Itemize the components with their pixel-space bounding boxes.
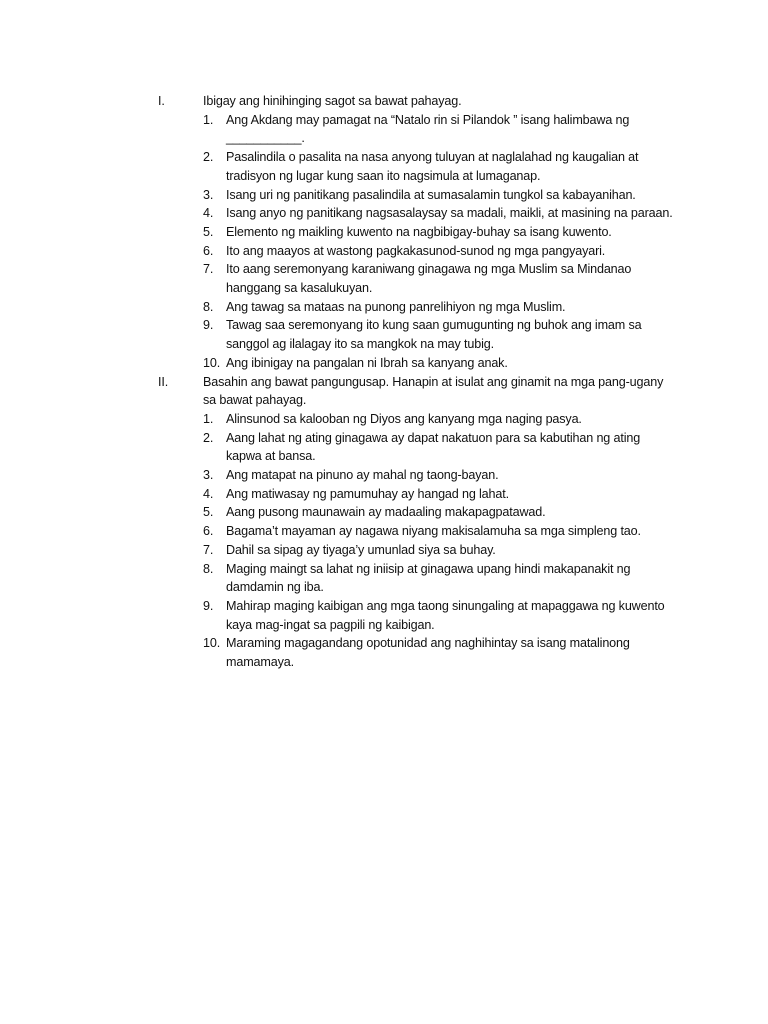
item-number: 7. — [203, 262, 214, 277]
item-text: Maraming magagandang opotunidad ang naghihintay sa isang matalinong mamamaya. — [226, 636, 630, 670]
item-text: Dahil sa sipag ay tiyaga’y umunlad siya sa buhay. — [226, 542, 496, 557]
section-2-question-list — [158, 410, 678, 672]
item-number: 4. — [203, 486, 214, 501]
item-number: 7. — [203, 542, 214, 557]
item-number: 9. — [203, 598, 214, 613]
list-item — [158, 503, 678, 522]
list-item — [158, 148, 678, 185]
list-item — [158, 485, 678, 504]
item-number: 3. — [203, 468, 214, 483]
list-item — [158, 186, 678, 205]
list-item — [158, 522, 678, 541]
worksheet-content — [158, 92, 678, 672]
section-2-numeral: II. — [158, 374, 169, 389]
section-1 — [158, 92, 678, 373]
item-number: 1. — [203, 411, 214, 426]
item-text: Elemento ng maikling kuwento na nagbibigay-buhay sa isang kuwento. — [226, 224, 612, 239]
item-number: 3. — [203, 187, 214, 202]
section-1-numeral: I. — [158, 94, 165, 108]
section-2 — [158, 373, 678, 672]
list-item — [158, 223, 678, 242]
list-item — [158, 204, 678, 223]
list-item — [158, 111, 678, 148]
item-text: Ang matapat na pinuno ay mahal ng taong-bayan. — [226, 468, 499, 483]
item-number: 2. — [203, 430, 214, 445]
item-number: 6. — [203, 243, 214, 258]
section-1-instruction-row — [158, 92, 678, 111]
item-number: 6. — [203, 524, 214, 539]
item-text: Maging maingt sa lahat ng iniisip at ginagawa upang hindi makapanakit ng damdamin ng iba. — [226, 561, 631, 595]
section-1-question-list — [158, 111, 678, 373]
section-2-instruction-row — [158, 373, 678, 410]
list-item — [158, 429, 678, 466]
item-number: 1. — [203, 112, 214, 127]
item-number: 9. — [203, 318, 214, 333]
item-text: Ang tawag sa mataas na punong panrelihiyon ng mga Muslim. — [226, 299, 566, 314]
item-number: 8. — [203, 299, 214, 314]
item-text: Alinsunod sa kalooban ng Diyos ang kanyang mga naging pasya. — [226, 411, 582, 426]
item-number: 2. — [203, 150, 214, 165]
section-1-instruction: Ibigay ang hinihinging sagot sa bawat pahayag. — [203, 94, 462, 108]
item-text: Tawag saa seremonyang ito kung saan gumugunting ng buhok ang imam sa sanggol ag ilalagay ito sa mangkok na may tubig. — [226, 318, 642, 352]
item-text: Isang anyo ng panitikang nagsasalaysay sa madali, maikli, at masining na paraan. — [226, 206, 673, 221]
item-text: Ang Akdang may pamagat na “Natalo rin si Pilandok ” isang halimbawa ng ___________. — [226, 112, 630, 146]
list-item — [158, 316, 678, 353]
list-item — [158, 410, 678, 429]
item-text: Pasalindila o pasalita na nasa anyong tuluyan at naglalahad ng kaugalian at tradisyon ng lugar kung saan ito nagsimula at lumaganap. — [226, 150, 639, 183]
item-text: Ang matiwasay ng pamumuhay ay hangad ng lahat. — [226, 486, 509, 501]
section-2-instruction: Basahin ang bawat pangungusap. Hanapin at isulat ang ginamit na mga pang-ugany sa bawat pahayag. — [203, 374, 664, 408]
item-text: Mahirap maging kaibigan ang mga taong sinungaling at mapaggawa ng kuwento kaya mag-ingat sa pagpili ng kaibigan. — [226, 598, 665, 632]
list-item — [158, 466, 678, 485]
list-item — [158, 634, 678, 671]
item-text: Ito ang maayos at wastong pagkakasunod-sunod ng mga pangyayari. — [226, 243, 606, 258]
item-text: Isang uri ng panitikang pasalindila at sumasalamin tungkol sa kabayanihan. — [226, 187, 636, 202]
item-text: Bagama’t mayaman ay nagawa niyang makisalamuha sa mga simpleng tao. — [226, 524, 641, 539]
list-item — [158, 597, 678, 634]
list-item — [158, 298, 678, 317]
item-text: Aang lahat ng ating ginagawa ay dapat nakatuon para sa kabutihan ng ating kapwa at bansa. — [226, 430, 641, 464]
item-number: 4. — [203, 206, 214, 221]
item-text: Aang pusong maunawain ay madaaling makapagpatawad. — [226, 505, 546, 520]
list-item — [158, 242, 678, 261]
item-number: 8. — [203, 561, 214, 576]
list-item — [158, 560, 678, 597]
list-item — [158, 541, 678, 560]
item-number: 10. — [203, 355, 221, 370]
item-text: Ang ibinigay na pangalan ni Ibrah sa kanyang anak. — [226, 355, 508, 370]
item-number: 10. — [203, 636, 221, 651]
list-item — [158, 354, 678, 373]
item-text: Ito aang seremonyang karaniwang ginagawa ng mga Muslim sa Mindanao hanggang sa kasalukuyan. — [226, 262, 632, 296]
item-number: 5. — [203, 224, 214, 239]
list-item — [158, 260, 678, 297]
item-number: 5. — [203, 505, 214, 520]
